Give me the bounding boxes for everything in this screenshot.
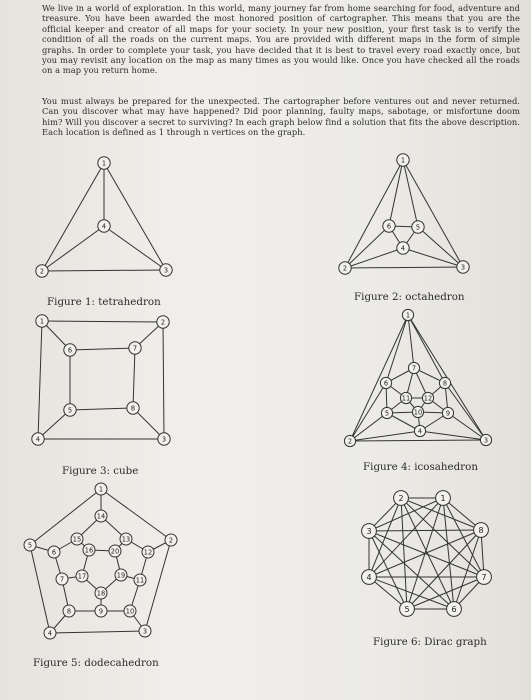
dodecahedron-vertex-label-17: 17 (77, 572, 87, 581)
dodecahedron-vertex-label-4: 4 (47, 629, 53, 638)
dodecahedron-vertex-label-3: 3 (142, 627, 148, 636)
dirac-vertex-label-7: 7 (481, 572, 487, 582)
octahedron-vertex-label-2: 2 (342, 264, 348, 273)
figure-2-caption: Figure 2: octahedron (354, 291, 465, 303)
dodecahedron-vertex-label-15: 15 (72, 535, 82, 544)
dirac-edge-6-8 (454, 530, 481, 609)
figure-1-caption: Figure 1: tetrahedron (47, 296, 161, 308)
figure-5-caption: Figure 5: dodecahedron (33, 657, 159, 669)
dodecahedron-vertex-label-6: 6 (51, 548, 57, 557)
dirac-vertex-label-3: 3 (366, 526, 372, 536)
story-paragraph-2: You must always be prepared for the unexpected. The cartographer before ventures out and never returned. Can you discover what may have happened? Did poor planning, faulty maps, sabotage, or misfortune doom him? Will you discover a secret to surviving? In each graph below find a solution that fits the above description. Each location is defined as 1 through n vertices on the graph. (42, 96, 520, 138)
dirac-edge-5-8 (407, 530, 481, 609)
dirac-edge-2-7 (401, 498, 484, 577)
dodecahedron-vertex-label-13: 13 (121, 535, 131, 544)
dodecahedron-vertex-label-11: 11 (135, 576, 145, 585)
dirac-edge-3-8 (369, 530, 481, 531)
dirac-vertex-label-4: 4 (366, 572, 372, 582)
dodecahedron-vertex-label-1: 1 (98, 485, 104, 494)
octahedron-vertex-label-3: 3 (460, 263, 466, 272)
icosahedron-vertex-label-10: 10 (413, 408, 423, 417)
icosahedron-vertex-label-6: 6 (383, 379, 389, 388)
icosahedron-vertex-label-2: 2 (347, 437, 353, 446)
dirac-edge-4-8 (369, 530, 481, 577)
cube-vertex-label-8: 8 (130, 404, 136, 413)
icosahedron-vertex-label-8: 8 (442, 379, 448, 388)
dirac-vertex-label-6: 6 (451, 604, 457, 614)
icosahedron-vertex-label-3: 3 (483, 436, 489, 445)
dodecahedron-vertex-label-5: 5 (27, 541, 33, 550)
dirac-edge-1-6 (443, 498, 454, 609)
dirac-vertex-label-2: 2 (398, 493, 404, 503)
figure-4-caption: Figure 4: icosahedron (363, 461, 478, 473)
octahedron-vertex-label-5: 5 (415, 223, 421, 232)
dodecahedron-vertex-label-20: 20 (110, 547, 120, 556)
tetrahedron-vertex-label-1: 1 (101, 159, 107, 168)
dirac-edge-5-7 (407, 577, 484, 609)
dodecahedron-vertex-label-9: 9 (98, 607, 104, 616)
tetrahedron-vertex-label-2: 2 (39, 267, 45, 276)
cube-vertex-label-3: 3 (161, 435, 167, 444)
cube-vertex-label-2: 2 (160, 318, 166, 327)
figure-6-caption: Figure 6: Dirac graph (373, 636, 487, 648)
dodecahedron-vertex-label-8: 8 (66, 607, 72, 616)
cube-vertex-label-4: 4 (35, 435, 41, 444)
dodecahedron-vertex-label-10: 10 (125, 607, 135, 616)
icosahedron-vertex-label-4: 4 (417, 427, 423, 436)
dirac-vertex-label-5: 5 (404, 604, 410, 614)
cube-vertex-label-6: 6 (67, 346, 73, 355)
octahedron-vertex-label-4: 4 (400, 244, 406, 253)
cube-vertex-label-7: 7 (132, 344, 138, 353)
cube-vertex-label-1: 1 (39, 317, 45, 326)
dirac-vertex-label-8: 8 (478, 525, 484, 535)
dirac-edge-3-6 (369, 531, 454, 609)
figure-3-caption: Figure 3: cube (62, 465, 139, 477)
dodecahedron-vertex-label-14: 14 (96, 512, 106, 521)
icosahedron-vertex-label-1: 1 (405, 311, 411, 320)
octahedron-vertex-label-6: 6 (386, 222, 392, 231)
dodecahedron-vertex-label-12: 12 (143, 548, 153, 557)
dirac-vertex-label-1: 1 (440, 493, 446, 503)
dodecahedron-vertex-label-2: 2 (168, 536, 174, 545)
icosahedron-vertex-label-12: 12 (423, 394, 433, 403)
dodecahedron-vertex-label-7: 7 (59, 575, 65, 584)
icosahedron-vertex-label-5: 5 (384, 409, 390, 418)
tetrahedron-vertex-label-3: 3 (163, 266, 169, 275)
icosahedron-vertex-label-9: 9 (445, 409, 451, 418)
cube-vertex-label-5: 5 (67, 406, 73, 415)
story-paragraph-1: We live in a world of exploration. In this world, many journey far from home searching for food, adventure and treasure. You have been awarded the most honored position of cartographer. This means that you are the official keeper and creator of all maps for your society. In your new position, your first task is to verify the condition of all the roads on the current maps. You are provided with different maps in the form of simple graphs. In order to complete your task, you have decided that it is best to travel every road exactly once, but you may revisit any location on the map as many times as you would like. Once you have checked all the roads on a map you return home. (42, 3, 520, 76)
octahedron-vertex-label-1: 1 (400, 156, 406, 165)
dodecahedron-vertex-label-16: 16 (84, 546, 94, 555)
tetrahedron-vertex-label-4: 4 (101, 222, 107, 231)
icosahedron-vertex-label-7: 7 (411, 364, 417, 373)
dodecahedron-vertex-label-19: 19 (116, 571, 126, 580)
icosahedron-vertex-label-11: 11 (401, 394, 411, 403)
dodecahedron-vertex-label-18: 18 (96, 589, 106, 598)
